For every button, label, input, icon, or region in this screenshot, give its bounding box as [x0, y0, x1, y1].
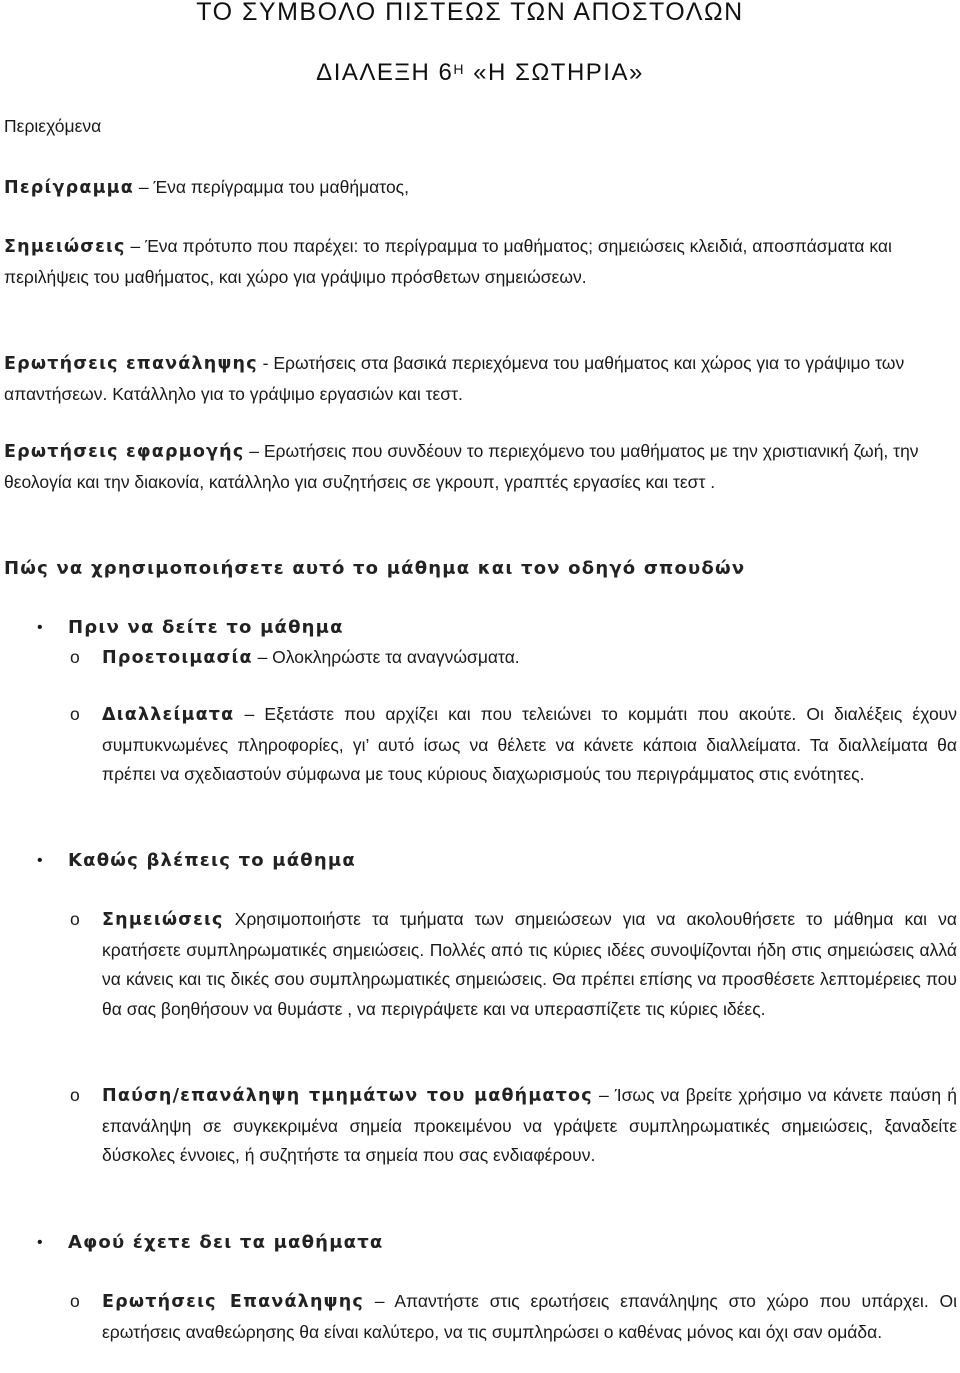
review-questions-paragraph: Ερωτήσεις επανάληψης - Ερωτήσεις στα βασικά περιεχόμενα του μαθήματος και χώρος για το γράψιμο των απαντήσεων. Κατάλληλο για το γράψιμο εργασιών και τεστ.: [4, 353, 905, 404]
contents-heading: Περιεχόμενα: [4, 116, 102, 136]
sub-bullet-icon: o: [70, 704, 80, 724]
document-title: ΤΟ ΣΥΜΒΟΛΟ ΠΙΣΤΕΩΣ ΤΩΝ ΑΠΟΣΤΟΛΩΝ: [196, 0, 744, 26]
sub-bullet-icon: o: [70, 1085, 80, 1105]
application-questions-paragraph: Ερωτήσεις εφαρμογής – Ερωτήσεις που συνδέουν το περιεχόμενο του μαθήματος με την χριστιανική ζωή, την θεολογία και την διακονία, κατάλληλο για συζητήσεις σε γκρουπ, γραπτές εργασίες και τεστ .: [4, 441, 919, 492]
application-questions-label: Ερωτήσεις εφαρμογής: [4, 442, 245, 462]
bullet-after-lesson-label: Αφού έχετε δει τα μαθήματα: [68, 1232, 384, 1253]
bullet-icon: •: [37, 619, 43, 636]
bullet-before-lesson-label: Πριν να δείτε το μάθημα: [68, 617, 344, 638]
outline-paragraph: Περίγραμμα – Ένα περίγραμμα του μαθήματος,: [4, 177, 409, 198]
lecture-title: ΔΙΑΛΕΞΗ $6^H$ «Η ΣΩΤΗΡΙΑ»: [316, 59, 644, 86]
review-questions-label: Ερωτήσεις επανάληψης: [4, 354, 258, 374]
notes-label: Σημειώσεις: [4, 237, 126, 257]
sub-bullet-icon: o: [70, 1291, 80, 1311]
document-page: ΤΟ ΣΥΜΒΟΛΟ ΠΙΣΤΕΩΣ ΤΩΝ ΑΠΟΣΤΟΛΩΝ ΔΙΑΛΕΞΗ $6^H$ «Η ΣΩΤΗΡΙΑ» Περιεχόμενα Περίγραμμα – Ένα περίγραμμα του μαθήματος, Σημειώσεις – Ένα πρότυπο που παρέχει: το περίγραμμα το μαθήματος; σημειώσεις κλειδιά, αποσπάσματα και περιλήψεις του μαθήματος, και χώρο για γράψιμο πρόσθετων σημειώσεων. Ερωτήσεις επανάληψης - Ερωτήσεις στα βασικά περιεχόμενα του μαθήματος και χώρος για το γράψιμο των απαντήσεων. Κατάλληλο για το γράψιμο εργασιών και τεστ. Ερωτήσεις εφαρμογής – Ερωτήσεις που συνδέουν το περιεχόμενο του μαθήματος με την χριστιανική ζωή, την θεολογία και την διακονία, κατάλληλο για συζητήσεις σε γκρουπ, γραπτές εργασίες και τεστ . Πώς να χρησιμοποιήσετε αυτό το μάθημα και τον οδηγό σπουδών • Πριν να δείτε το μάθημα o Προετοιμασία – Ολοκληρώστε τα αναγνώσματα. o Διαλλείματα – Εξετάστε που αρχίζει και που τελειώνει το κομμάτι που ακούτε. Οι διαλέξεις έχουν συμπυκνωμένες πληροφορίες, γι’ αυτό ίσως να θέλετε να κάνετε κάποια διαλλείματα. Τα διαλλείματα θα πρέπει να σχεδιαστούν σύμφωνα με τους κύριους διαχωρισμούς του περιγράμματος στις ενότητες. • Καθώς βλέπεις το μάθημα o Σημειώσεις Χρησιμοποιήστε τα τμήματα των σημειώσεων για να ακολουθήσετε το μάθημα και να κρατήσετε συμπληρωματικές σημειώσεις. Πολλές από τις κύριες ιδέες συνοψίζονται ήδη στις σημειώσεις αλλά να κάνεις και τις δικές σου συμπληρωματικές σημειώσεις. Θα πρέπει επίσης να προσθέσετε λεπτομέρειες που θα σας βοηθήσουν να θυμάστε , να περιγράψετε και να υπερασπίζετε τις κύριες ιδέες. o Παύση/επανάληψη τμημάτων του μαθήματος – Ίσως να βρείτε χρήσιμο να κάνετε παύση ή επανάληψη σε συγκεκριμένα σημεία προκειμένου να γράψετε συμπληρωματικές σημειώσεις, ξαναδείτε δύσκολες έννοιες, ή συζητήστε τα σημεία που σας ενδιαφέρουν. • Αφού έχετε δει τα μαθήματα o Ερωτήσεις Επανάληψης – Απαντήστε στις ερωτήσεις επανάληψης στο χώρο που υπάρχει. Οι ερωτήσεις αναθεώρησης θα είναι καλύτερο, να τις συμπληρώσει ο καθένας μόνος και όχι σαν ομάδα.: [0, 0, 960, 1373]
bullet-during-lesson-label: Καθώς βλέπεις το μάθημα: [68, 850, 356, 871]
bullet-icon: •: [37, 1234, 43, 1251]
sub-bullet-icon: o: [70, 909, 80, 929]
bullet-icon: •: [37, 852, 43, 869]
howto-heading: Πώς να χρησιμοποιήσετε αυτό το μάθημα και τον οδηγό σπουδών: [4, 558, 746, 579]
sub-bullet-icon: o: [70, 647, 80, 667]
outline-label: Περίγραμμα: [4, 178, 134, 198]
notes-paragraph: Σημειώσεις – Ένα πρότυπο που παρέχει: το περίγραμμα το μαθήματος; σημειώσεις κλειδιά, αποσπάσματα και περιλήψεις του μαθήματος, και χώρο για γράψιμο πρόσθετων σημειώσεων.: [4, 236, 892, 287]
